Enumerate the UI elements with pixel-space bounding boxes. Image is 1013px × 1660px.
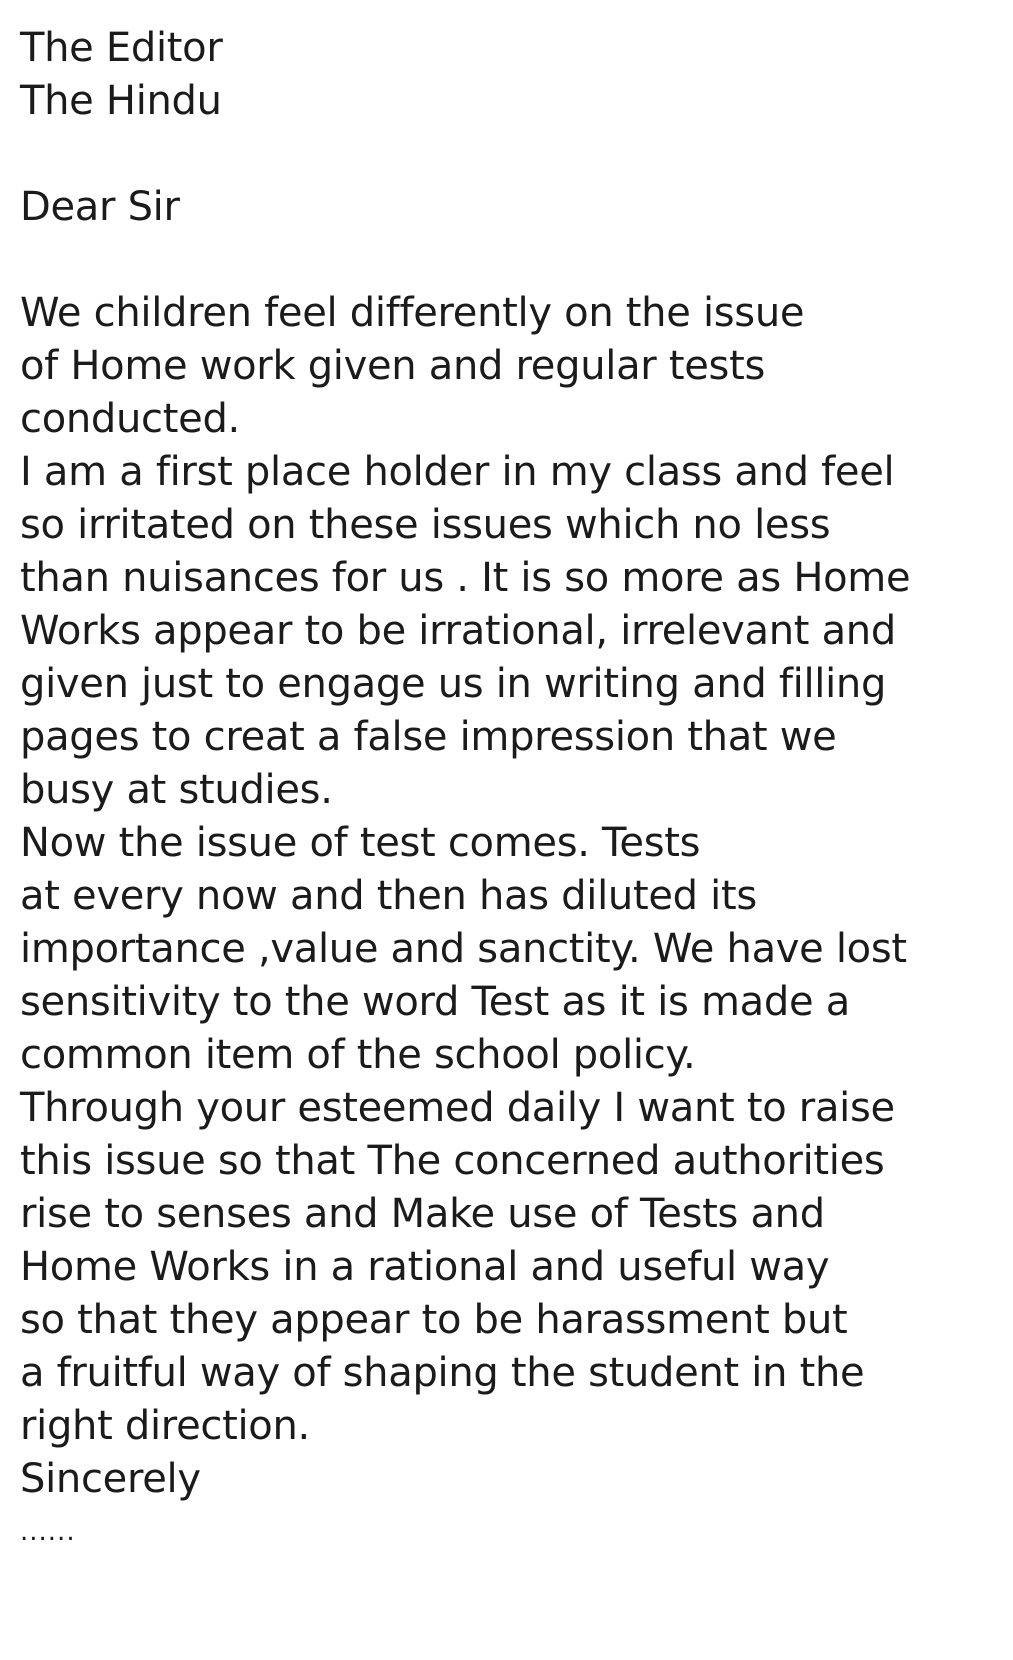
body-line: Home Works in a rational and useful way (20, 1244, 830, 1290)
body-line: so irritated on these issues which no less (20, 502, 831, 548)
addressee-line-1: The Editor (20, 25, 223, 71)
body-line: common item of the school policy. (20, 1032, 696, 1078)
body-line: busy at studies. (20, 767, 333, 813)
body-line: than nuisances for us . It is so more as Home (20, 555, 911, 601)
signature-placeholder: ...... (20, 1517, 76, 1547)
body-line: Now the issue of test comes. Tests (20, 820, 701, 866)
body-line: We children feel differently on the issue (20, 290, 805, 336)
body-line: right direction. (20, 1403, 310, 1449)
body-line: a fruitful way of shaping the student in the (20, 1350, 865, 1396)
body-line: at every now and then has diluted its (20, 873, 757, 919)
body-line: I am a first place holder in my class and feel (20, 449, 895, 495)
addressee-line-2: The Hindu (20, 78, 222, 124)
body-line: given just to engage us in writing and filling (20, 661, 887, 707)
body-line: Works appear to be irrational, irrelevant and (20, 608, 896, 654)
closing: Sincerely (20, 1456, 201, 1502)
body-line: conducted. (20, 396, 240, 442)
body-line: this issue so that The concerned authorities (20, 1138, 885, 1184)
blank-line (20, 234, 993, 287)
body-line: importance ,value and sanctity. We have lost (20, 926, 907, 972)
salutation: Dear Sir (20, 184, 180, 230)
body-line: sensitivity to the word Test as it is made a (20, 979, 850, 1025)
body-line: Through your esteemed daily I want to raise (20, 1085, 895, 1131)
body-line: rise to senses and Make use of Tests and (20, 1191, 825, 1237)
blank-line (20, 128, 993, 181)
body-line: so that they appear to be harassment but (20, 1297, 848, 1343)
body-line: of Home work given and regular tests (20, 343, 766, 389)
body-line: pages to creat a false impression that we (20, 714, 837, 760)
